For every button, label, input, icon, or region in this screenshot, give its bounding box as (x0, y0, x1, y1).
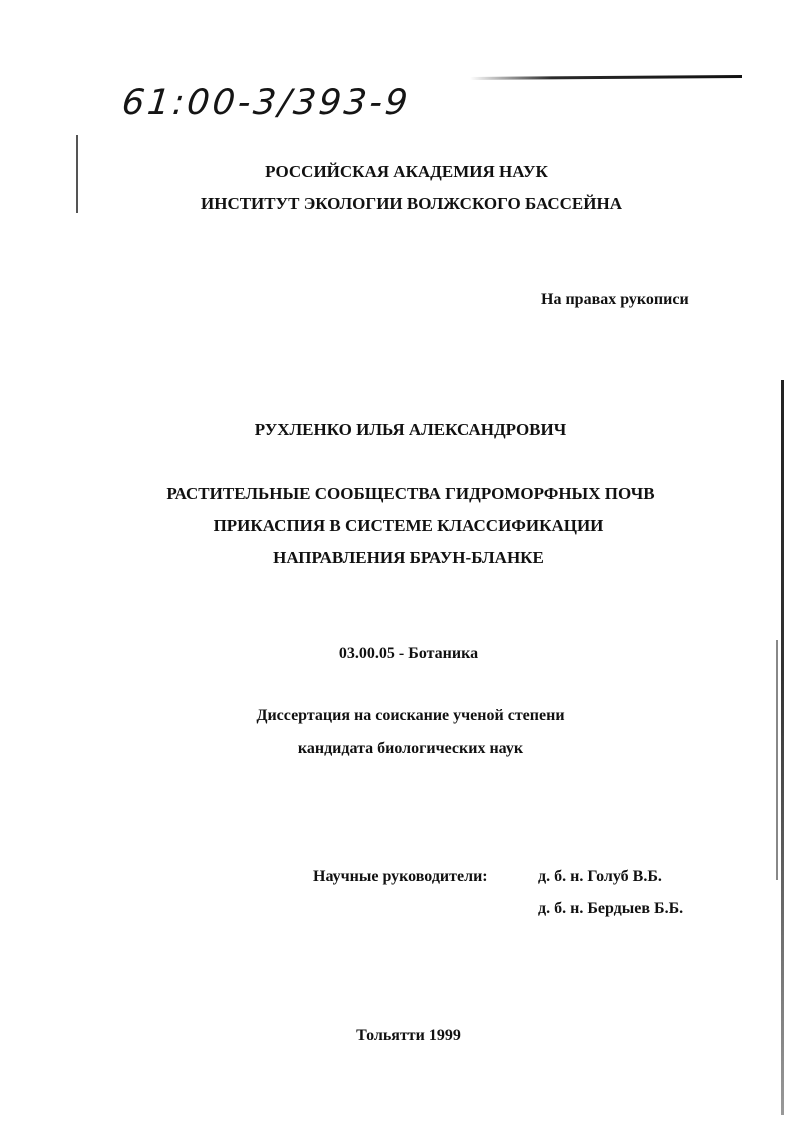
manuscript-rights-note: На правах рукописи (541, 291, 689, 308)
degree-line-2: кандидата биологических наук (297, 740, 524, 757)
organization-institute: ИНСТИТУТ ЭКОЛОГИИ ВОЛЖСКОГО БАССЕЙНА (201, 194, 622, 213)
supervisor-name: д. б. н. Голуб В.Б. (538, 868, 662, 885)
supervisors-label: Научные руководители: (313, 868, 488, 885)
author-name: РУХЛЕНКО ИЛЬЯ АЛЕКСАНДРОВИЧ (254, 420, 567, 439)
thesis-title-line-1: РАСТИТЕЛЬНЫЕ СООБЩЕСТВА ГИДРОМОРФНЫХ ПОЧВ (166, 484, 655, 503)
organization-academy: РОССИЙСКАЯ АКАДЕМИЯ НАУК (265, 162, 548, 181)
scan-artifact-right-edge-secondary (776, 640, 778, 880)
supervisor-name: д. б. н. Бердыев Б.Б. (538, 900, 684, 917)
thesis-title-line-3: НАПРАВЛЕНИЯ БРАУН-БЛАНКЕ (273, 548, 544, 567)
specialty-code: 03.00.05 - Ботаника (338, 645, 479, 662)
degree-line-1: Диссертация на соискание ученой степени (256, 707, 565, 724)
scan-artifact-top-line (470, 75, 742, 80)
thesis-title-line-2: ПРИКАСПИЯ В СИСТЕМЕ КЛАССИФИКАЦИИ (213, 516, 604, 535)
city-year: Тольятти 1999 (356, 1027, 461, 1044)
handwritten-catalog-number: 61:00-3/393-9 (119, 83, 413, 123)
